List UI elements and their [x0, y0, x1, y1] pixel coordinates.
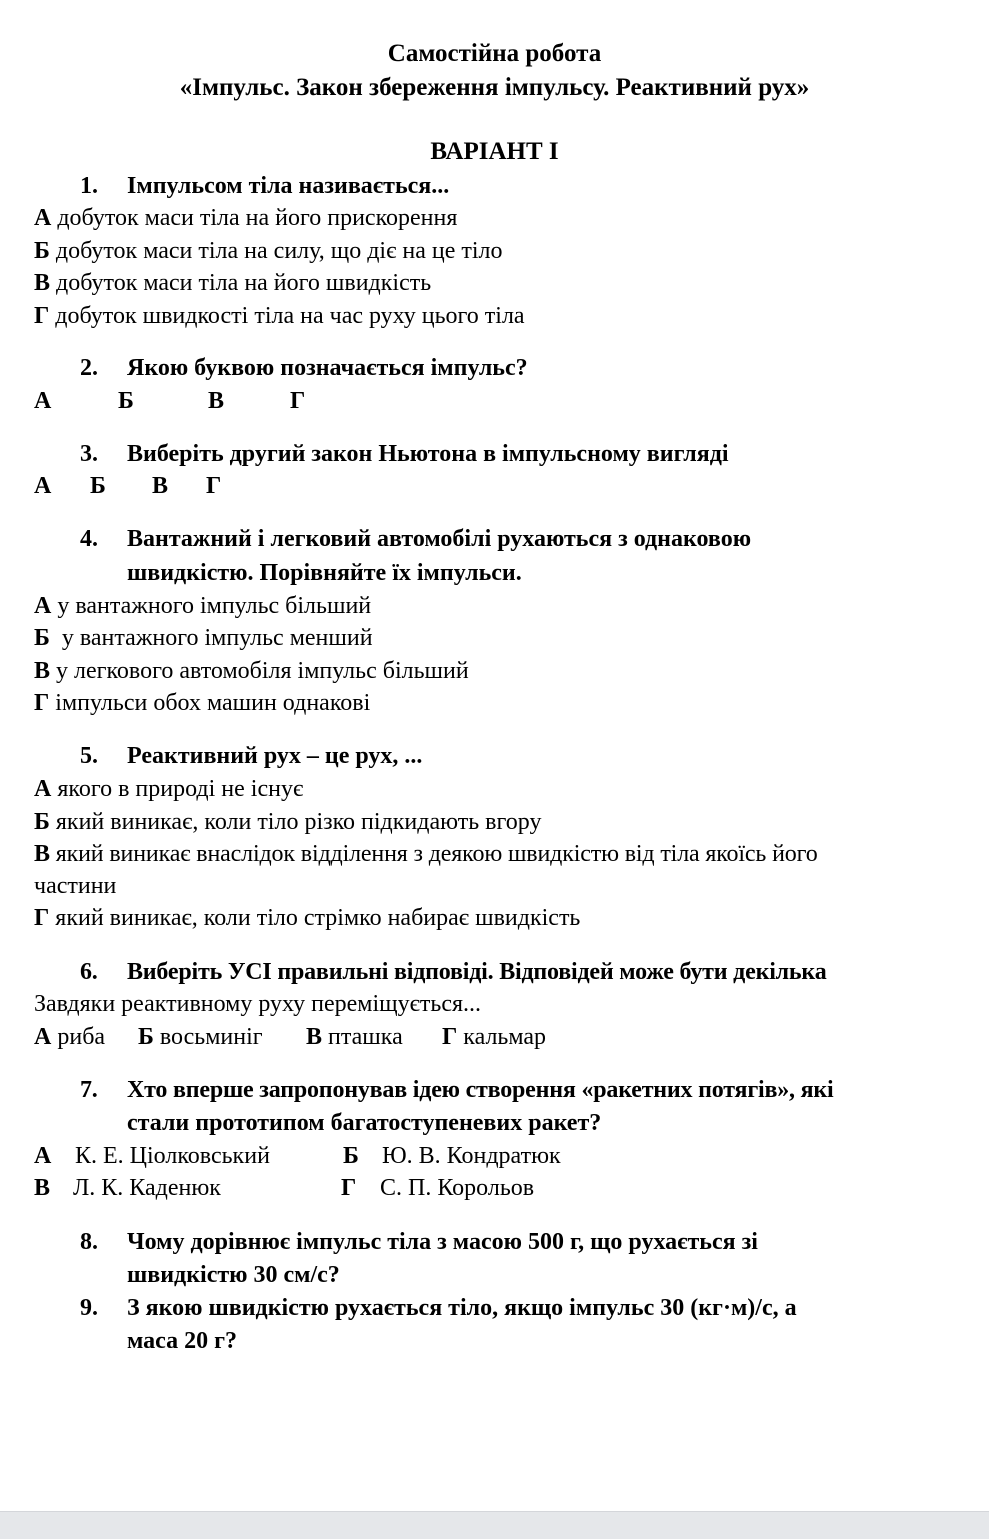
option-1d: Г добуток швидкості тіла на час руху цього тіла	[34, 303, 525, 329]
option-1b: Б добуток маси тіла на силу, що діє на це тіло	[34, 238, 503, 264]
options-7-row1: А К. Е. Ціолковський Б Ю. В. Кондратюк	[34, 1143, 561, 1169]
question-1	[80, 169, 449, 203]
option-letters-2	[34, 385, 354, 417]
option-5d: Г який виникає, коли тіло стрімко набирає швидкість	[34, 905, 581, 931]
question-text: Якою буквою позначається імпульс?	[127, 355, 528, 381]
option-letters-3	[34, 470, 254, 502]
question-7-cont: стали прототипом багатоступеневих ракет?	[127, 1110, 602, 1136]
question-4: 4. Вантажний і легковий автомобілі рухаються з однаковою	[80, 526, 752, 552]
question-text: Імпульсом тіла називається...	[127, 173, 450, 199]
question-9: 9. З якою швидкістю рухається тіло, якщо імпульс 30 (кг·м)/с, а	[80, 1295, 797, 1321]
option-1a: А добуток маси тіла на його прискорення	[34, 205, 458, 231]
viewer-bottom-strip	[0, 1511, 989, 1539]
option-letter: Б	[90, 473, 106, 499]
option-letter: В	[208, 388, 225, 414]
question-text: З якою швидкістю рухається тіло, якщо імпульс 30 (кг·м)/с, а	[127, 1295, 797, 1321]
question-text: Реактивний рух – це рух, ...	[127, 743, 423, 769]
option-5b: Б який виникає, коли тіло різко підкидають вгору	[34, 809, 542, 835]
question-text: Вантажний і легковий автомобілі рухаються з однаковою	[127, 526, 752, 552]
question-2: 2. Якою буквою позначається імпульс?	[80, 355, 528, 381]
option-6b: Б восьминіг	[138, 1024, 263, 1050]
question-3: 3. Виберіть другий закон Ньютона в імпульсному вигляді	[80, 441, 729, 467]
worksheet-title: Самостійна робота	[387, 40, 602, 67]
option-4c: В у легкового автомобіля імпульс більший	[34, 658, 469, 684]
question-text: Виберіть другий закон Ньютона в імпульсному вигляді	[127, 441, 729, 467]
option-6c: В пташка	[306, 1024, 403, 1050]
option-5c: В який виникає внаслідок відділення з деякою швидкістю від тіла якоїсь його	[34, 841, 818, 867]
question-9-cont: маса 20 г?	[127, 1328, 238, 1354]
question-text: Виберіть УСІ правильні відповіді. Відповідей може бути декілька	[127, 959, 827, 985]
option-letter: А	[34, 388, 52, 414]
option-6d: Г кальмар	[442, 1024, 547, 1050]
option-letter: Б	[118, 388, 134, 414]
question-number: 1.	[80, 173, 98, 199]
question-7: 7. Хто вперше запропонував ідею створення «ракетних потягів», які	[80, 1077, 834, 1103]
option-letter: Г	[206, 473, 222, 499]
question-8-cont: швидкістю 30 см/с?	[127, 1262, 340, 1288]
option-letter: Г	[290, 388, 306, 414]
option-4b: Б у вантажного імпульс менший	[34, 625, 373, 651]
option-4a: А у вантажного імпульс більший	[34, 593, 372, 619]
option-6a: А риба	[34, 1024, 106, 1050]
options-7-row2: В Л. К. Каденюк Г С. П. Корольов	[34, 1175, 535, 1201]
question-text: Хто вперше запропонував ідею створення «ракетних потягів», які	[127, 1077, 834, 1103]
worksheet-subtitle: «Імпульс. Закон збереження імпульсу. Реактивний рух»	[179, 74, 810, 101]
question-5: 5. Реактивний рух – це рух, ...	[80, 743, 423, 769]
option-5a: А якого в природі не існує	[34, 776, 304, 802]
question-6-subtext: Завдяки реактивному руху переміщується...	[34, 991, 482, 1017]
option-1c: В добуток маси тіла на його швидкість	[34, 270, 432, 296]
option-letter: В	[152, 473, 169, 499]
question-6: 6. Виберіть УСІ правильні відповіді. Відповідей може бути декілька	[80, 959, 827, 985]
variant-heading: ВАРІАНТ І	[430, 138, 559, 165]
options-6	[34, 1021, 594, 1053]
question-text: Чому дорівнює імпульс тіла з масою 500 г, що рухається зі	[127, 1229, 758, 1255]
option-4d: Г імпульси обох машин однакові	[34, 690, 371, 716]
question-8: 8. Чому дорівнює імпульс тіла з масою 500 г, що рухається зі	[80, 1229, 758, 1255]
option-5c-cont: частини	[34, 873, 117, 899]
question-4-cont: швидкістю. Порівняйте їх імпульси.	[127, 560, 522, 586]
option-letter: А	[34, 473, 52, 499]
